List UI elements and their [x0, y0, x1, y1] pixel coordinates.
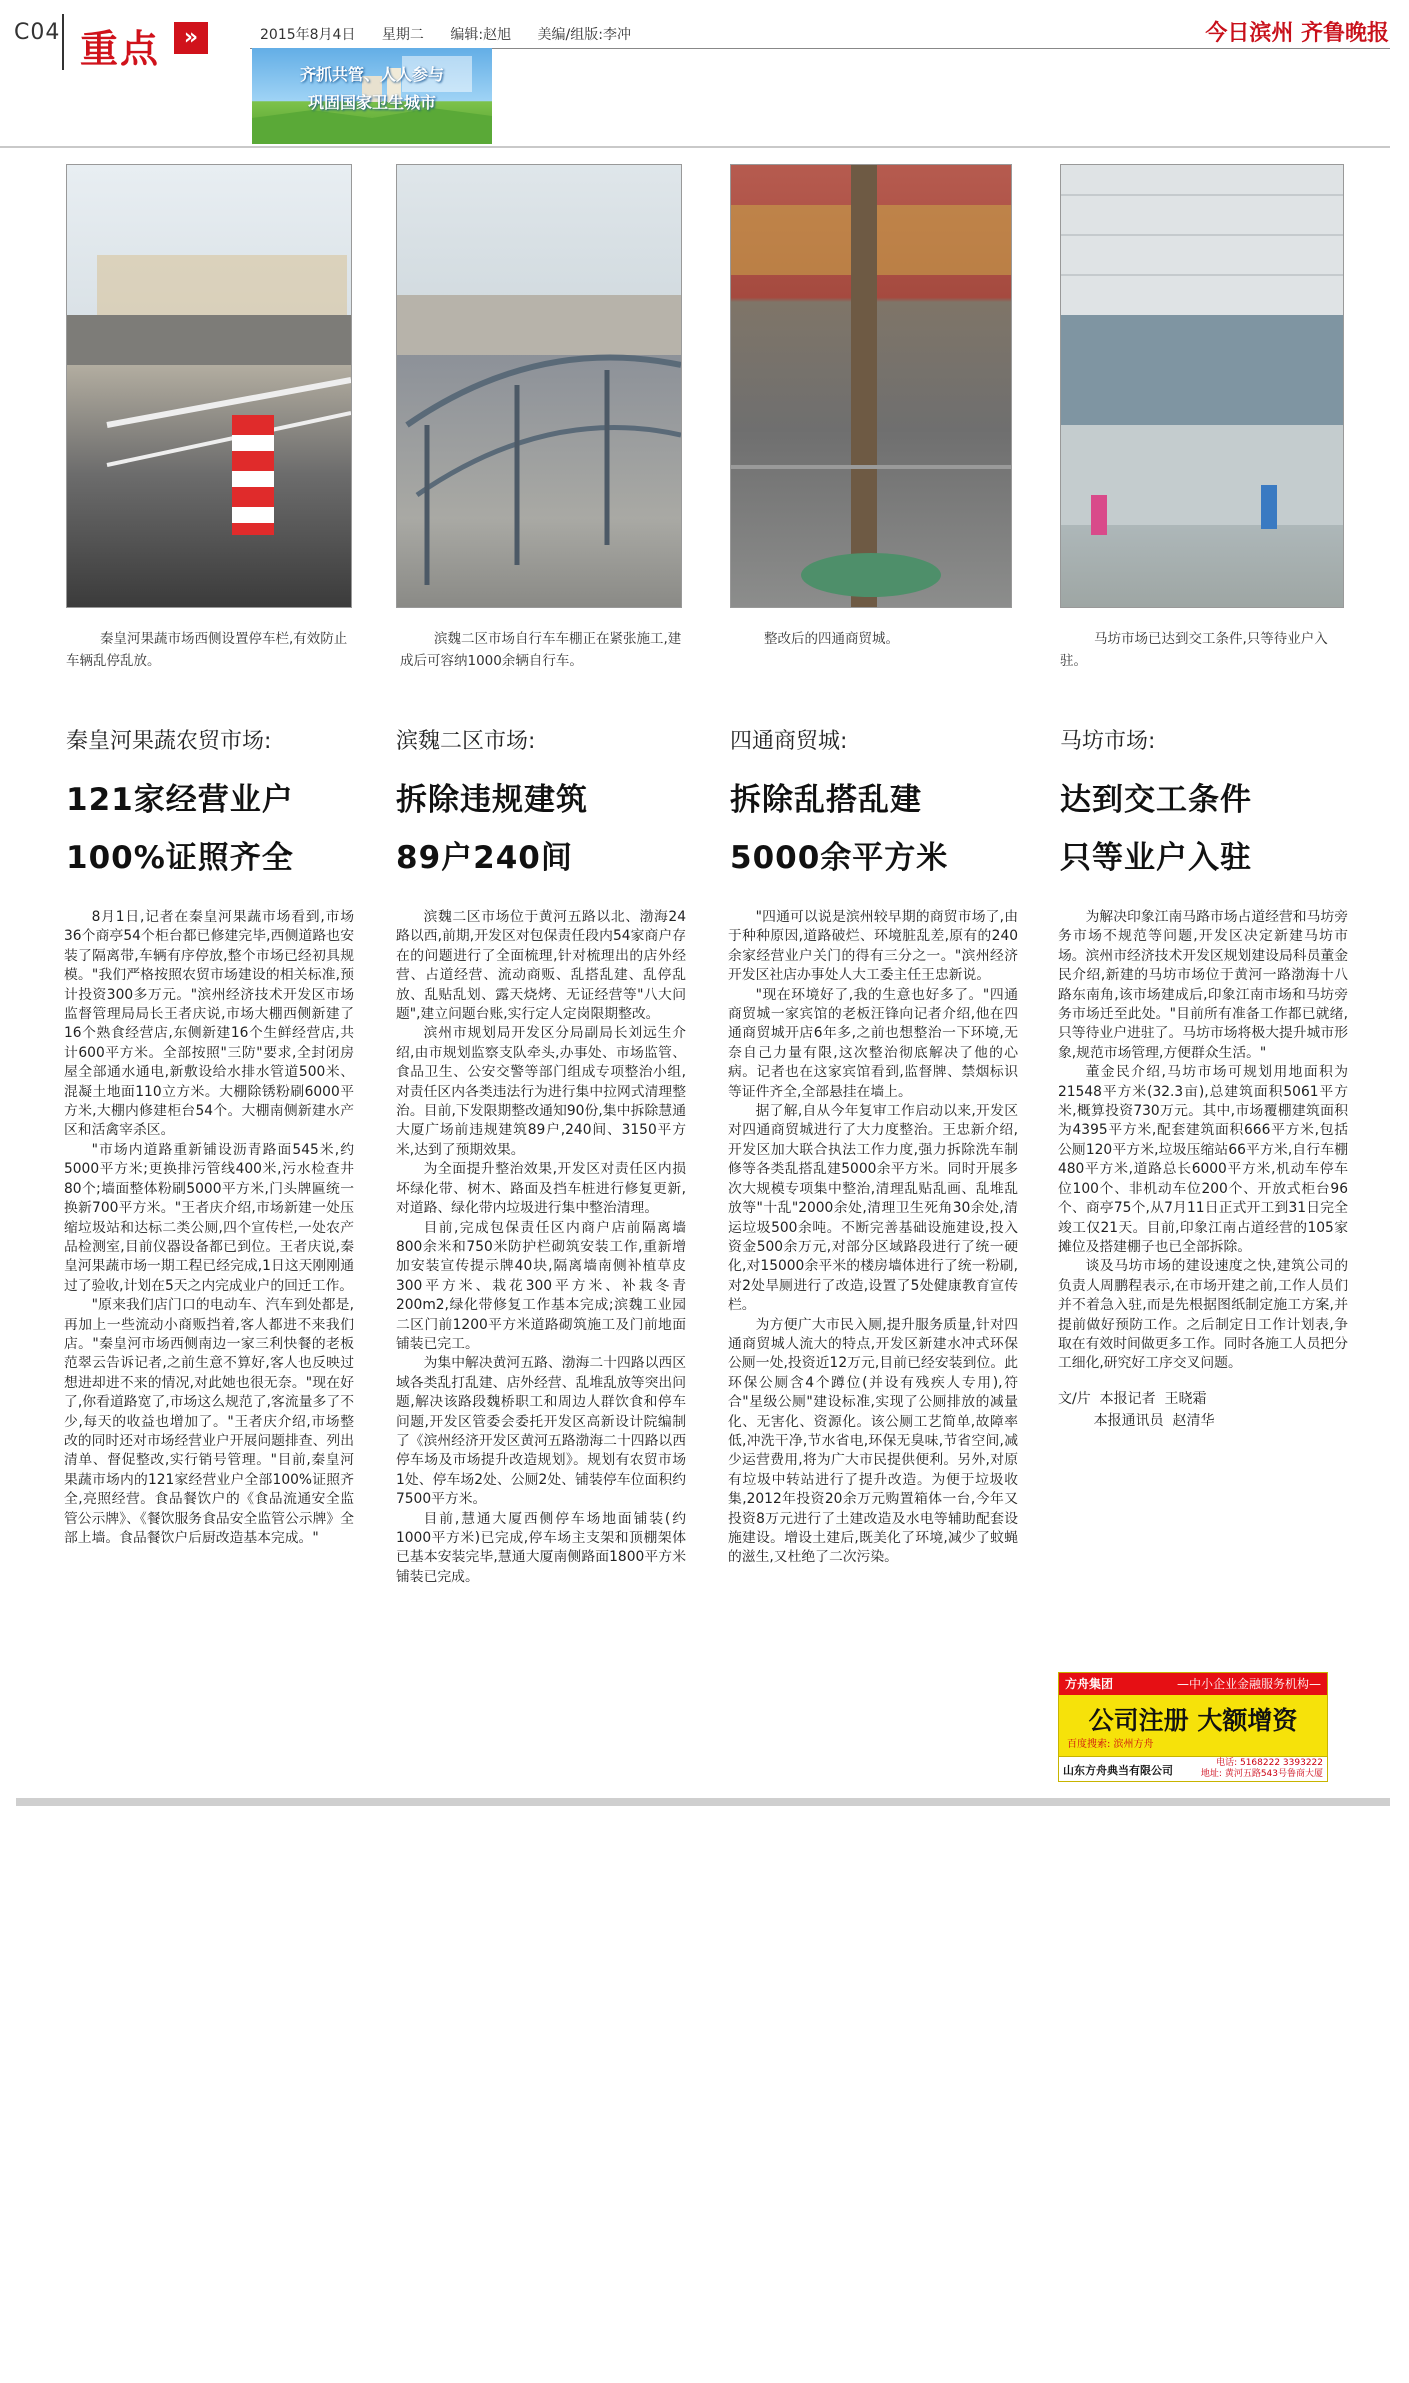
- kicker-qinhuanghe: 秦皇河果蔬农贸市场:: [66, 729, 272, 754]
- ad-tagline: —中小企业金融服务机构—: [1176, 1677, 1321, 1691]
- photo-caption-2: 滨魏二区市场自行车车棚正在紧张施工,建成后可容纳1000余辆自行车。: [400, 631, 682, 669]
- photo-qinhuanghe-market: [66, 164, 352, 608]
- paragraph: 8月1日,记者在秦皇河果蔬市场看到,市场36个商亭54个柜台都已修建完毕,西侧道路也安装了隔离带,车辆有序停放,整个市场已经初具规模。"我们严格按照农贸市场建设的相关标准,预计投资300多万元。"滨州经济技术开发区市场监督管理局局长王者庆说,市场大棚西侧新建了16个熟食经营店,东侧新建16个生鲜经营店,共计600平方米。全部按照"三防"要求,全封闭房屋全部通水通电,新敷设给水排水管道500米、混凝土地面110立方米。大棚除锈粉刷6000平方米,大棚内修建柜台54个。大棚南侧新建水产区和活禽宰杀区。: [64, 909, 354, 1139]
- issue-weekday: 星期二: [381, 27, 424, 43]
- designer-credit: 美编/组版:李冲: [537, 27, 631, 43]
- photo-caption-1: 秦皇河果蔬市场西侧设置停车栏,有效防止车辆乱停乱放。: [66, 631, 348, 669]
- photo-sitong-trade-city: [730, 164, 1012, 608]
- paragraph: 为集中解决黄河五路、渤海二十四路以西区域各类乱打乱建、店外经营、乱堆乱放等突出问题,解决该路段魏桥职工和周边人群饮食和停车问题,开发区管委会委托开发区高新设计院编制了《滨州经济开发区黄河五路渤海二十四路以西停车场及市场提升改造规划》。规划有农贸市场1处、停车场2处、公厕2处、铺装停车位面积约7500平方米。: [396, 1355, 686, 1508]
- section-divider: [62, 14, 64, 70]
- header-meta: [260, 24, 653, 44]
- photo-binwei-bike-shed: [396, 164, 682, 608]
- article-body-qinhuanghe: [64, 908, 354, 1548]
- kicker-sitong: 四通商贸城:: [730, 729, 848, 754]
- banner-slogan-1: 齐抓共管、人人参与: [299, 65, 444, 84]
- paragraph: 目前,慧通大厦西侧停车场地面铺装(约1000平方米)已完成,停车场主支架和顶棚架体已基本安装完毕,慧通大厦南侧路面1800平方米铺装已完成。: [396, 1510, 686, 1585]
- newspaper-brand: 今日滨州 齐鲁晚报: [1205, 20, 1389, 46]
- article-body-mafang: [1058, 908, 1348, 1432]
- section-title: 重点: [80, 27, 161, 71]
- byline-reporter: 文/片 本报记者 王晓霜: [1058, 1390, 1207, 1407]
- photo-street-tree-icon: [731, 165, 1011, 607]
- footer-rule: [16, 1798, 1390, 1806]
- photo-parking-rail-icon: [67, 165, 351, 607]
- paragraph: 滨魏二区市场位于黄河五路以北、渤海24路以西,前期,开发区对包保责任段内54家商户存在的问题进行了全面梳理,针对梳理出的店外经营、占道经营、流动商贩、乱搭乱建、乱停乱放、乱贴乱划、露天烧烤、无证经营等"八大问题",建立问题台账,实行定人定岗限期整改。: [396, 909, 686, 1023]
- paragraph: 为方便广大市民入厕,提升服务质量,针对四通商贸城人流大的特点,开发区新建水冲式环保公厕一处,投资近12万元,目前已经安装到位。此环保公厕含4个蹲位(并设有残疾人专用),符合"星级公厕"建设标准,实现了公厕排放的减量化、无害化、资源化。该公厕工艺简单,故障率低,冲洗干净,节水省电,环保无臭味,节省空间,减少运营费用,将为广大市民提供便利。另外,对原有垃圾中转站进行了提升改造。为便于垃圾收集,2012年投资20余万元购置箱体一台,今年又投资8万元进行了土建改造及水电等辅助配套设施建设。增设土建后,既美化了环境,减少了蚊蝇的滋生,又杜绝了二次污染。: [728, 1316, 1018, 1566]
- headline-sitong-2: 5000余平方米: [730, 840, 949, 876]
- header-bottom-rule: [0, 146, 1390, 148]
- advertisement[interactable]: [1058, 1672, 1328, 1782]
- headline-binwei-2: 89户240间: [396, 840, 573, 876]
- paragraph: 据了解,自从今年复审工作启动以来,开发区对四通商贸城进行了大力度整治。王忠新介绍,开发区加大联合执法工作力度,强力拆除洗车制修等各类乱搭乱建5000余平方米。同时开展多次大规模专项集中整治,清理乱贴乱画、乱堆乱放等"十乱"2000余处,清理卫生死角30余处,清运垃圾500余吨。不断完善基础设施建设,投入资金500余万元,对部分区域路段进行了统一硬化,对15000余平米的楼房墙体进行了统一粉刷,对2处旱厕进行了改造,设置了5处健康教育宣传栏。: [728, 1103, 1018, 1314]
- ad-footer: [1059, 1756, 1327, 1781]
- banner-slogan-2: 巩固国家卫生城市: [307, 93, 436, 112]
- editor-credit: 编辑:赵旭: [450, 27, 512, 43]
- article-body-sitong: [728, 908, 1018, 1568]
- headline-mafang-2: 只等业户入驻: [1060, 840, 1252, 876]
- headline-binwei-1: 拆除违规建筑: [396, 782, 588, 818]
- photo-caption-4: 马坊市场已达到交工条件,只等待业户入驻。: [1060, 631, 1328, 669]
- kicker-mafang: 马坊市场:: [1060, 729, 1156, 754]
- photo-caption-3: 整改后的四通商贸城。: [764, 631, 899, 647]
- ad-address: 地址: 黄河五路543号鲁商大厦: [1200, 1769, 1323, 1779]
- paragraph: 目前,完成包保责任区内商户店前隔离墙800余米和750米防护栏砌筑安装工作,重新增加安装宣传提示牌40块,隔离墙南侧补植草皮300平方米、栽花300平方米、补栽冬青200m2,绿化带修复工作基本完成;滨魏工业园二区门前1200平方米道路砌筑施工及门前地面铺装已完工。: [396, 1219, 686, 1352]
- paragraph: "四通可以说是滨州较早期的商贸市场了,由于种种原因,道路破烂、环境脏乱差,原有的240余家经营业户关门的得有三分之一。"滨州经济开发区社店办事处人大工委主任王忠新说。: [728, 909, 1018, 984]
- paragraph: "市场内道路重新铺设沥青路面545米,约5000平方米;更换排污管线400米,污水检查井80个;墙面整体粉刷5000平方米,门头牌匾统一换新700平方米。"王者庆介绍,市场新建一处压缩垃圾站和达标二类公厕,四个宣传栏,一处农产品检测室,目前仪器设备都已到位。王者庆说,秦皇河果蔬市场一期工程已经完成,1日这天刚刚通过了验收,计划在5天之内完成业户的回迁工作。: [64, 1141, 354, 1294]
- ad-contact: [1201, 1758, 1323, 1780]
- headline-qinhuanghe-1: 121家经营业户: [66, 782, 294, 818]
- ad-company: 山东方舟典当有限公司: [1063, 1764, 1173, 1777]
- headline-mafang-1: 达到交工条件: [1060, 782, 1252, 818]
- paragraph: 滨州市规划局开发区分局副局长刘远生介绍,由市规划监察支队牵头,办事处、市场监管、食品卫生、公安交警等部门组成专项整治小组,对责任区内各类违法行为进行集中拉网式清理整治。目前,下发限期整改通知90份,集中拆除慧通大厦广场前违规建筑89户,240间、3150平方米,达到了预期效果。: [396, 1025, 686, 1158]
- kicker-binwei: 滨魏二区市场:: [396, 729, 536, 754]
- paragraph: 董金民介绍,马坊市场可规划用地面积为21548平方米(32.3亩),总建筑面积5061平方米,概算投资730万元。其中,市场覆棚建筑面积为4395平方米,配套建筑面积666平方米,包括公厕120平方米,垃圾压缩站66平方米,自行车棚480平方米,道路总长6000平方米,机动车停车位100个、非机动车位200个、开放式柜台96个、商亭75个,从7月11日正式开工到31日完全竣工仅21天。目前,印象江南占道经营的105家摊位及搭建棚子也已全部拆除。: [1058, 1064, 1348, 1255]
- campaign-banner: [252, 48, 492, 144]
- ad-header: [1059, 1673, 1327, 1695]
- ad-brand: 方舟集团: [1065, 1677, 1114, 1691]
- ad-search-hint: 百度搜索: 滨州方舟: [1067, 1739, 1154, 1750]
- paragraph: 为解决印象江南马路市场占道经营和马坊旁务市场不规范等问题,开发区决定新建马坊市场。滨州市经济技术开发区规划建设局科员董金民介绍,新建的马坊市场位于黄河一路渤海十八路东南角,该市场建成后,印象江南市场和马坊旁务市场迁至此处。"目前所有准备工作都已就绪,只等待业户进驻了。马坊市场将极大提升城市形象,规范市场管理,方便群众生活。": [1058, 909, 1348, 1061]
- ad-main-text: 公司注册 大额增资: [1088, 1706, 1298, 1735]
- paragraph: 为全面提升整治效果,开发区对责任区内损坏绿化带、树木、路面及挡车桩进行修复更新,对道路、绿化带内垃圾进行集中整治清理。: [396, 1161, 686, 1217]
- headline-qinhuanghe-2: 100%证照齐全: [66, 840, 294, 876]
- photo-bike-shed-icon: [397, 165, 681, 607]
- paragraph: 谈及马坊市场的建设速度之快,建筑公司的负责人周鹏程表示,在市场开建之前,工作人员们并不着急入驻,而是先根据图纸制定施工方案,并提前做好预防工作。之后制定日工作计划表,争取在有效时间做更多工作。同时各施工人员把分工细化,研究好工序交叉问题。: [1058, 1258, 1348, 1372]
- issue-date: 2015年8月4日: [260, 27, 356, 43]
- headline-sitong-1: 拆除乱搭乱建: [730, 782, 922, 818]
- photo-market-roof-icon: [1061, 165, 1343, 607]
- byline-correspondent: 本报通讯员 赵清华: [1058, 1412, 1215, 1429]
- page-number: C04: [14, 20, 61, 45]
- article-body-binwei: [396, 908, 686, 1587]
- ad-phone: 电话: 5168222 3393222: [1216, 1758, 1323, 1768]
- double-chevron-icon: »: [174, 22, 208, 54]
- paragraph: "原来我们店门口的电动车、汽车到处都是,再加上一些流动小商贩挡着,客人都进不来我们店。"秦皇河市场西侧南边一家三利快餐的老板范翠云告诉记者,之前生意不算好,客人也反映过想进却进不来的情况,对此她也很无奈。"现在好了,你看道路宽了,市场这么规范了,客流量多了不少,每天的收益也增加了。"王者庆介绍,市场整改的同时还对市场经营业户开展问题排查、列出清单、督促整改,实行销号管理。"目前,秦皇河果蔬市场内的121家经营业户全部100%证照齐全,亮照经营。食品餐饮户的《食品流通安全监管公示牌》、《餐饮服务食品安全监管公示牌》全部上墙。食品餐饮户后厨改造基本完成。": [64, 1297, 354, 1546]
- photo-mafang-market: [1060, 164, 1344, 608]
- byline: [1058, 1388, 1348, 1432]
- paragraph: "现在环境好了,我的生意也好多了。"四通商贸城一家宾馆的老板汪锋向记者介绍,他在四通商贸城开店6年多,之前也想整治一下环境,无奈自己力量有限,这次整治彻底解决了他的心病。记者也在这家宾馆看到,监督牌、禁烟标识等证件齐全,全部悬挂在墙上。: [728, 986, 1018, 1100]
